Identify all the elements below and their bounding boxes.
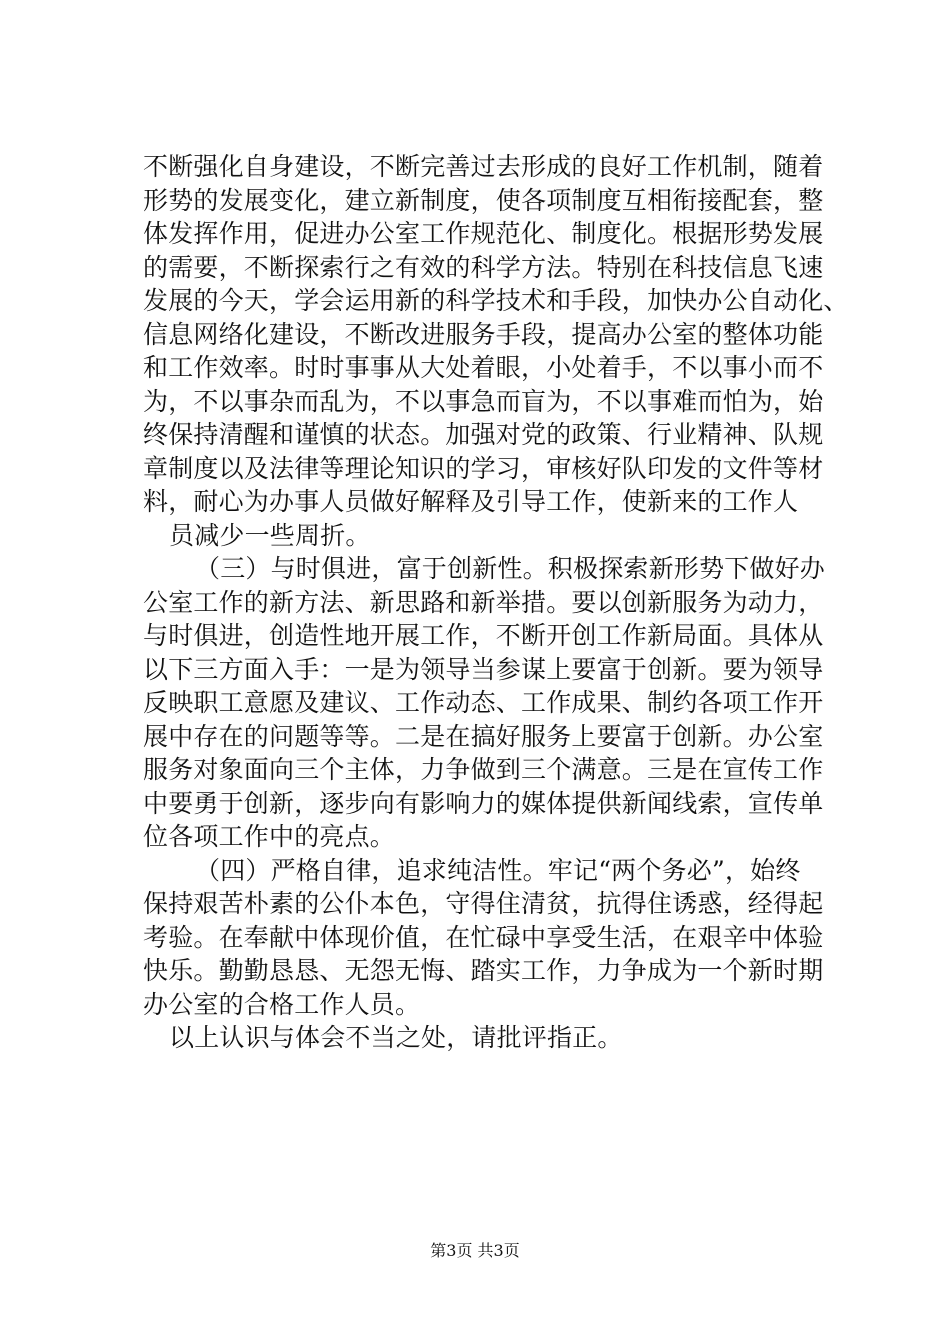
text-line-3: 体发挥作用，促进办公室工作规范化、制度化。根据形势发展 <box>143 219 824 248</box>
text-line-9: 终保持清醒和谨慎的状态。加强对党的政策、行业精神、队规 <box>143 420 824 449</box>
text-line-24: 考验。在奉献中体现价值，在忙碌中享受生活，在艰辛中体验 <box>143 922 824 952</box>
text-line-8: 为，不以事杂而乱为，不以事急而盲为，不以事难而怕为，始 <box>143 386 824 416</box>
text-line-7: 和工作效率。时时事事从大处着眼，小处着手，不以事小而不 <box>143 353 824 382</box>
text-line-17: 反映职工意愿及建议、工作动态、工作成果、制约各项工作开 <box>143 688 824 717</box>
document-body <box>143 150 863 1055</box>
text-line-13: （三）与时俱进，富于创新性。积极探索新形势下做好办 <box>195 554 826 583</box>
page-footer: 第3页 共3页 <box>430 1241 520 1260</box>
text-line-15: 与时俱进，创造性地开展工作，不断开创工作新局面。具体从 <box>143 621 824 650</box>
text-line-23: 保持艰苦朴素的公仆本色，守得住清贫，抗得住诱惑，经得起 <box>143 889 824 918</box>
text-line-22: （四）严格自律，追求纯洁性。牢记“两个务必”，始终 <box>195 855 801 885</box>
text-line-10: 章制度以及法律等理论知识的学习，审核好队印发的文件等材 <box>143 453 824 483</box>
text-line-11: 料，耐心为办事人员做好解释及引导工作，使新来的工作人 <box>143 487 799 516</box>
text-line-18: 展中存在的问题等等。二是在搞好服务上要富于创新。办公室 <box>143 721 824 751</box>
text-line-20: 中要勇于创新，逐步向有影响力的媒体提供新闻线索，宣传单 <box>143 788 824 818</box>
text-line-5: 发展的今天，学会运用新的科学技术和手段，加快办公自动化、 <box>143 286 849 315</box>
text-line-12: 员减少一些周折。 <box>169 520 371 550</box>
text-line-21: 位各项工作中的亮点。 <box>143 822 396 851</box>
text-line-27: 以上认识与体会不当之处，请批评指正。 <box>169 1023 623 1052</box>
text-line-1: 不断强化自身建设，不断完善过去形成的良好工作机制，随着 <box>143 152 824 181</box>
text-line-25: 快乐。勤勤恳恳、无怨无悔、踏实工作，力争成为一个新时期 <box>143 956 824 985</box>
text-line-16: 以下三方面入手：一是为领导当参谋上要富于创新。要为领导 <box>143 654 824 684</box>
text-line-2: 形势的发展变化，建立新制度，使各项制度互相衔接配套，整 <box>143 185 824 215</box>
text-line-26: 办公室的合格工作人员。 <box>143 989 421 1019</box>
text-line-6: 信息网络化建设，不断改进服务手段，提高办公室的整体功能 <box>143 319 824 349</box>
text-line-4: 的需要，不断探索行之有效的科学方法。特别在科技信息飞速 <box>143 252 824 282</box>
text-line-14: 公室工作的新方法、新思路和新举措。要以创新服务为动力， <box>143 587 824 617</box>
text-line-19: 服务对象面向三个主体，力争做到三个满意。三是在宣传工作 <box>143 755 824 784</box>
